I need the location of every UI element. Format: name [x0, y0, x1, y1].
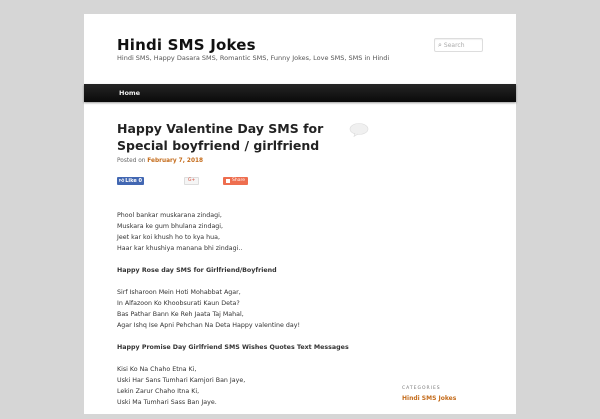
site-description: Hindi SMS, Happy Dasara SMS, Romantic SMS, Funny Jokes, Love SMS, SMS in Hindi — [117, 54, 390, 62]
facebook-like-button[interactable] — [117, 177, 144, 185]
line: Muskara ke gum bhulana zindagi, — [117, 223, 224, 230]
site-title[interactable]: Hindi SMS Jokes — [117, 36, 256, 54]
line: Sirf Isharoon Mein Hoti Mohabbat Agar, — [117, 289, 241, 296]
share-label: Share — [232, 178, 245, 183]
line: Lekin Zarur Chaho Itna Ki, — [117, 388, 200, 395]
share-icon — [226, 179, 230, 183]
stanza — [117, 210, 357, 254]
line: Uski Ma Tumhari Sass Ban Jaye. — [117, 399, 217, 406]
categories-widget-title: CATEGORIES — [402, 386, 441, 391]
line: Haar kar khushiya manana bhi zindagi.. — [117, 245, 243, 252]
share-button[interactable] — [223, 177, 248, 185]
line: Bas Pathar Bann Ke Reh Jaata Taj Mahal, — [117, 311, 244, 318]
line: Kisi Ko Na Chaho Etna Ki, — [117, 366, 197, 373]
section-heading: Happy Promise Day Girlfriend SMS Wishes Quotes Text Messages — [117, 344, 349, 351]
search-box[interactable] — [434, 38, 483, 52]
thumbs-up-icon: 👍︎ — [119, 178, 125, 184]
like-label: Like 0 — [125, 178, 142, 184]
nav-item-home[interactable]: Home — [119, 89, 141, 97]
post-date-link[interactable]: February 7, 2018 — [147, 158, 204, 164]
main-navigation — [84, 84, 516, 102]
page-container — [84, 14, 516, 414]
section-heading: Happy Rose day SMS for Girlfriend/Boyfriend — [117, 267, 277, 274]
line: In Alfazoon Ko Khoobsurati Kaun Deta? — [117, 300, 240, 307]
search-icon: ⌕ — [438, 40, 442, 49]
stanza — [117, 364, 357, 408]
sidebar — [402, 386, 492, 402]
stanza — [117, 287, 357, 331]
line: Uski Har Sans Tumhari Kamjori Ban Jaye, — [117, 377, 246, 384]
post-article — [117, 120, 357, 419]
search-input[interactable] — [444, 42, 478, 49]
post-content — [117, 210, 357, 408]
line: Phool bankar muskarana zindagi, — [117, 212, 222, 219]
line: Jeet kar koi khush ho to kya hua, — [117, 234, 221, 241]
posted-on-label: Posted on — [117, 158, 146, 164]
category-link[interactable]: Hindi SMS Jokes — [402, 395, 457, 402]
line: Agar Ishq Ise Apni Pehchan Na Deta Happy valentine day! — [117, 322, 301, 329]
post-title[interactable]: Happy Valentine Day SMS for Special boyfriend / girlfriend — [117, 121, 324, 153]
post-meta — [117, 158, 357, 164]
social-buttons — [117, 177, 357, 189]
google-plus-button[interactable]: G+ — [184, 177, 199, 185]
